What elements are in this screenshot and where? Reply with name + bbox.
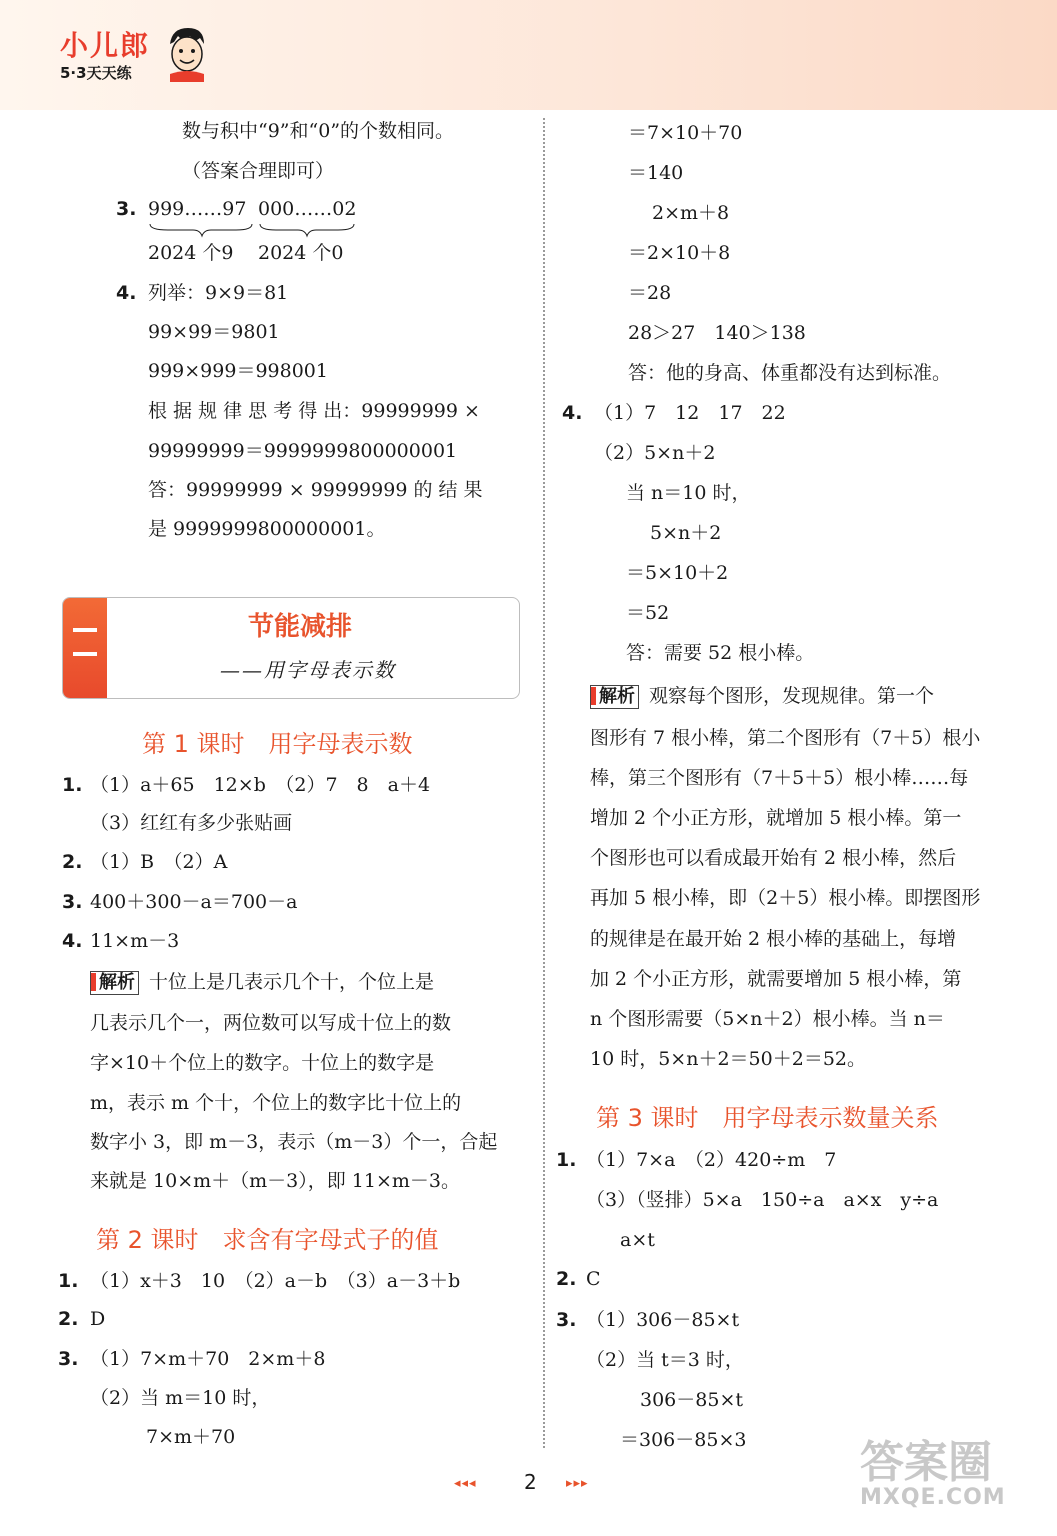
page-header	[0, 0, 1057, 110]
text-line: （1）7 12 17 22	[594, 402, 786, 424]
next-page-arrows-icon: ▸▸▸	[566, 1476, 589, 1491]
analysis-line: 的规律是在最开始 2 根小棒的基础上，每增	[590, 928, 957, 950]
analysis-line: 几表示几个一，两位数可以写成十位上的数	[90, 1012, 452, 1034]
text-line: ＝52	[626, 602, 670, 624]
lesson-heading: 第 1 课时 用字母表示数	[142, 730, 413, 758]
text-line: （1）x＋3 10 （2）a－b （3）a－3＋b	[90, 1270, 461, 1292]
text-line: （1）B （2）A	[90, 851, 228, 873]
text-line: 11×m－3	[90, 930, 180, 952]
text-line: 当 n＝10 时，	[626, 482, 751, 504]
text-line: （1）306－85×t	[586, 1309, 740, 1331]
question-number: 1.	[62, 774, 83, 796]
section-number-bar	[63, 598, 107, 698]
mascot-boy-icon	[164, 24, 210, 82]
question-number: 1.	[58, 1270, 79, 1292]
text-line: 99×99＝9801	[148, 321, 280, 343]
analysis-line: 增加 2 个小正方形，就增加 5 根小棒。第一	[590, 807, 962, 829]
analysis-line: 加 2 个小正方形，就需要增加 5 根小棒，第	[590, 968, 962, 990]
text-line: ＝7×10＋70	[628, 122, 743, 144]
text-line: 306－85×t	[640, 1389, 743, 1411]
text-line: C	[586, 1268, 601, 1290]
column-divider	[543, 118, 545, 1448]
text-line: 7×m＋70	[146, 1426, 236, 1448]
text-line: （3）红红有多少张贴画	[90, 812, 293, 834]
question-number: 3.	[556, 1309, 577, 1331]
analysis-line: 再加 5 根小棒，即（2＋5）根小棒。即摆图形	[590, 887, 981, 909]
q3-label-nines: 2024 个9	[148, 242, 234, 264]
text-line: 是 9999999800000001。	[148, 518, 386, 540]
section-subtitle: ——用字母表示数	[220, 658, 396, 682]
text-line: 答：需要 52 根小棒。	[626, 642, 815, 664]
q3-label-zeros: 2024 个0	[258, 242, 344, 264]
analysis-line: 个图形也可以看成最开始有 2 根小棒，然后	[590, 847, 957, 869]
question-number: 4.	[562, 402, 583, 424]
text-line: 28＞27 140＞138	[628, 322, 806, 344]
text-line: 2×m＋8	[652, 202, 730, 224]
question-number: 4.	[116, 282, 137, 304]
q3-nines: 999……97	[148, 198, 247, 220]
underbrace	[148, 222, 358, 238]
analysis-label: 解析	[90, 971, 139, 995]
analysis-line: 来就是 10×m＋（m－3），即 11×m－3。	[90, 1170, 460, 1192]
logo	[60, 24, 150, 83]
text-line: （1）7×a （2）420÷m 7	[586, 1149, 837, 1171]
text-line: a×t	[620, 1229, 655, 1251]
text-line: 根 据 规 律 思 考 得 出：99999999 ×	[148, 400, 480, 422]
logo-subtitle: 5·3天天练	[60, 64, 132, 82]
question-number: 2.	[556, 1268, 577, 1290]
analysis-line: 解析 十位上是几表示几个十，个位上是	[90, 971, 434, 995]
text-line: （2）当 m＝10 时，	[90, 1387, 271, 1409]
text-line: ＝28	[628, 282, 672, 304]
analysis-line: n 个图形需要（5×n＋2）根小棒。当 n＝	[590, 1008, 945, 1030]
analysis-line: 字×10＋个位上的数字。十位上的数字是	[90, 1052, 435, 1074]
question-number: 4.	[62, 930, 83, 952]
text-line: 数与积中“9”和“0”的个数相同。	[182, 120, 455, 142]
analysis-line: m，表示 m 个十，个位上的数字比十位上的	[90, 1092, 462, 1114]
text-line: （1）a＋65 12×b （2）7 8 a＋4	[90, 774, 431, 796]
question-number: 2.	[58, 1308, 79, 1330]
text-line: ＝5×10＋2	[626, 562, 729, 584]
text-line: 列举：9×9＝81	[148, 282, 289, 304]
analysis-line: 10 时，5×n＋2＝50＋2＝52。	[590, 1048, 866, 1070]
text-line: ＝306－85×3	[620, 1429, 747, 1451]
question-number: 3.	[116, 198, 137, 220]
text-line: D	[90, 1308, 106, 1330]
prev-page-arrows-icon: ◂◂◂	[454, 1476, 477, 1491]
question-number: 3.	[58, 1348, 79, 1370]
analysis-line: 图形有 7 根小棒，第二个图形有（7＋5）根小	[590, 727, 981, 749]
text-line: 5×n＋2	[650, 522, 722, 544]
text-line: 99999999＝9999999800000001	[148, 440, 458, 462]
logo-title: 小儿郎	[60, 29, 151, 62]
question-number: 1.	[556, 1149, 577, 1171]
text-line: （2）当 t＝3 时，	[586, 1349, 744, 1371]
text-line: （答案合理即可）	[182, 160, 335, 182]
page-number: 2	[524, 1470, 537, 1494]
question-number: 2.	[62, 851, 83, 873]
analysis-line: 棒，第三个图形有（7＋5＋5）根小棒……每	[590, 767, 969, 789]
section-title: 节能减排	[248, 612, 353, 642]
text-line: （1）7×m＋70 2×m＋8	[90, 1348, 326, 1370]
q3-zeros: 000……02	[258, 198, 357, 220]
analysis-label: 解析	[590, 685, 639, 709]
watermark: 答案圈 MXQE.COM	[860, 1437, 1006, 1510]
text-line: ＝2×10＋8	[628, 242, 731, 264]
text-line: 999×999＝998001	[148, 360, 328, 382]
text-line: （2）5×n＋2	[594, 442, 716, 464]
text-line: （3）（竖排）5×a 150÷a a×x y÷a	[586, 1189, 939, 1211]
text-line: ＝140	[628, 162, 684, 184]
lesson-heading: 第 2 课时 求含有字母式子的值	[96, 1226, 439, 1254]
question-number: 3.	[62, 891, 83, 913]
text-line: 答：他的身高、体重都没有达到标准。	[628, 362, 952, 384]
analysis-line: 数字小 3，即 m－3，表示（m－3）个一，合起	[90, 1131, 498, 1153]
lesson-heading: 第 3 课时 用字母表示数量关系	[596, 1104, 939, 1132]
text-line: 答：99999999 × 99999999 的 结 果	[148, 479, 483, 501]
analysis-line: 解析 观察每个图形，发现规律。第一个	[590, 685, 934, 709]
text-line: 400＋300－a＝700－a	[90, 891, 298, 913]
